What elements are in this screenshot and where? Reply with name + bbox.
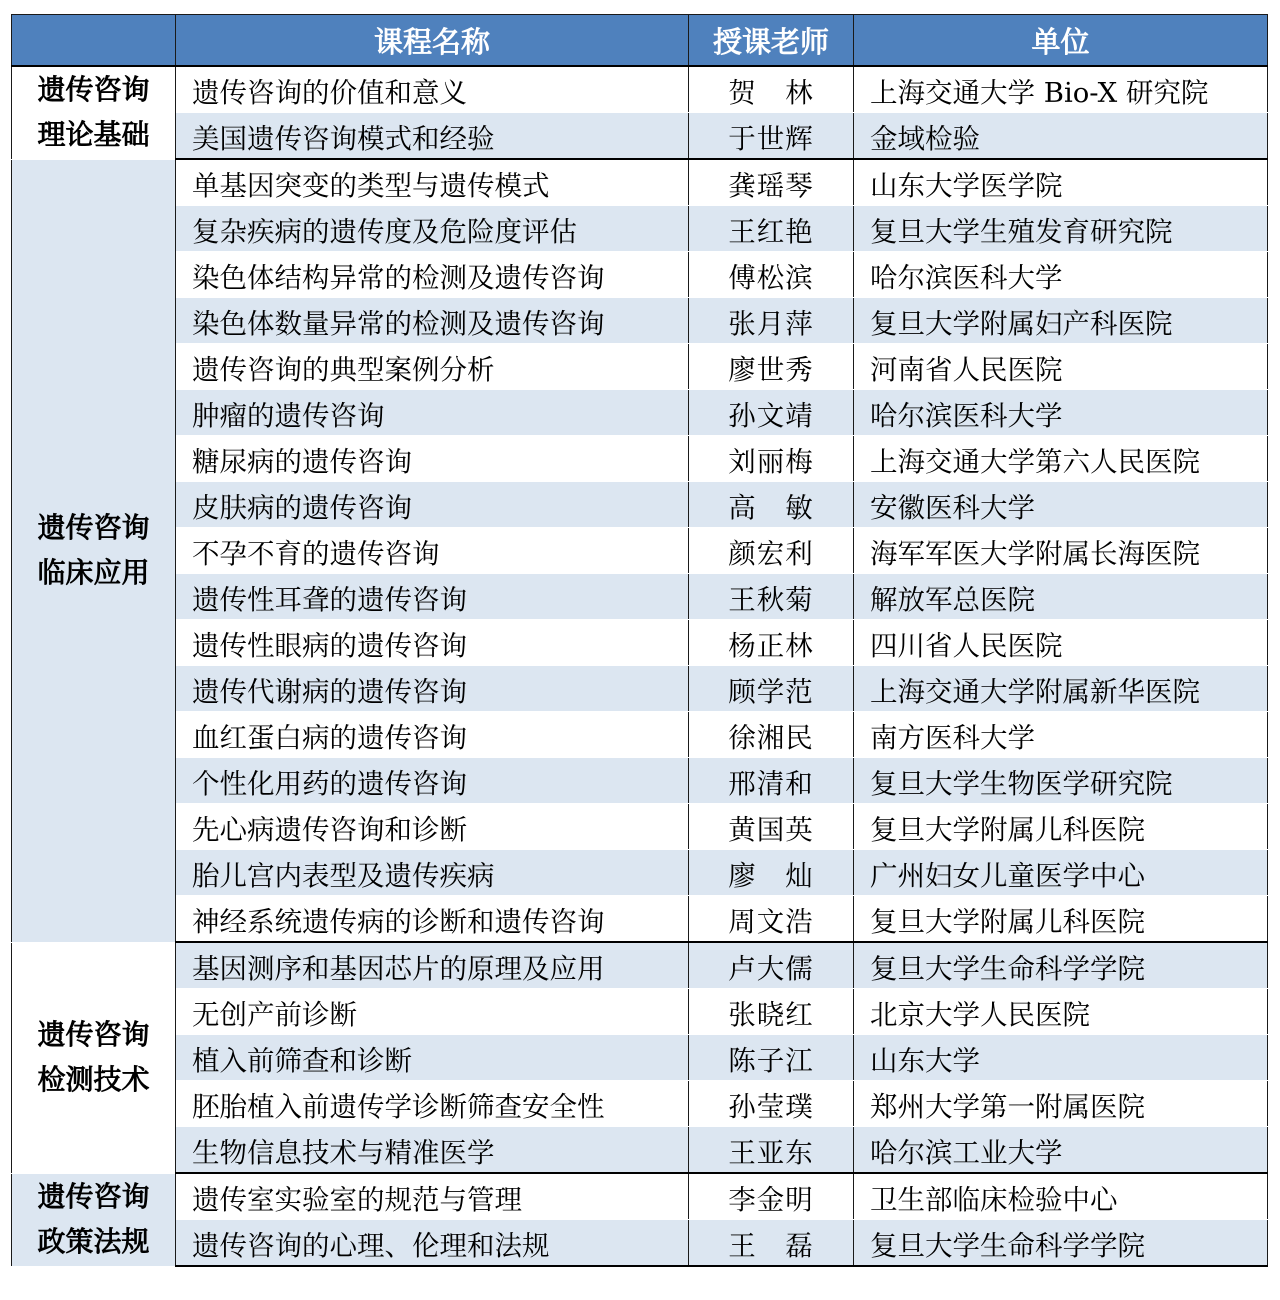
course-cell: 遗传咨询的价值和意义 [176, 66, 689, 113]
table-row [12, 344, 1268, 390]
unit-cell: 复旦大学附属儿科医院 [854, 804, 1268, 850]
course-cell: 遗传咨询的典型案例分析 [176, 344, 689, 390]
teacher-cell: 张月萍 [689, 298, 854, 344]
table-row [12, 942, 1268, 989]
header-row [12, 15, 1268, 67]
table-row [12, 804, 1268, 850]
category-line1: 遗传咨询 [37, 72, 150, 106]
unit-cell: 广州妇女儿童医学中心 [854, 850, 1268, 896]
table-row [12, 113, 1268, 160]
category-line2: 临床应用 [37, 555, 150, 589]
teacher-cell: 李金明 [689, 1173, 854, 1220]
course-table [11, 14, 1268, 1267]
table-row [12, 758, 1268, 804]
table-row [12, 1220, 1268, 1267]
unit-cell: 复旦大学生命科学学院 [854, 1220, 1268, 1267]
teacher-cell: 龚瑶琴 [689, 159, 854, 206]
category-line1: 遗传咨询 [37, 510, 150, 544]
table-row [12, 482, 1268, 528]
unit-cell: 上海交通大学附属新华医院 [854, 666, 1268, 712]
table-row [12, 896, 1268, 943]
header-category [12, 15, 176, 67]
course-cell: 基因测序和基因芯片的原理及应用 [176, 942, 689, 989]
table-row [12, 66, 1268, 113]
category-cell [12, 942, 176, 1173]
course-cell: 染色体数量异常的检测及遗传咨询 [176, 298, 689, 344]
category-line2: 理论基础 [37, 117, 150, 151]
teacher-cell: 孙文靖 [689, 390, 854, 436]
unit-cell: 复旦大学生物医学研究院 [854, 758, 1268, 804]
teacher-cell: 王红艳 [689, 206, 854, 252]
course-cell: 先心病遗传咨询和诊断 [176, 804, 689, 850]
table-row [12, 436, 1268, 482]
table-row [12, 1127, 1268, 1174]
course-cell: 胎儿宫内表型及遗传疾病 [176, 850, 689, 896]
teacher-cell: 王秋菊 [689, 574, 854, 620]
unit-cell: 卫生部临床检验中心 [854, 1173, 1268, 1220]
teacher-cell: 颜宏利 [689, 528, 854, 574]
teacher-cell: 廖世秀 [689, 344, 854, 390]
table-row [12, 298, 1268, 344]
teacher-cell: 张晓红 [689, 989, 854, 1035]
teacher-cell: 徐湘民 [689, 712, 854, 758]
category-cell [12, 66, 176, 159]
teacher-cell: 卢大儒 [689, 942, 854, 989]
unit-cell: 哈尔滨医科大学 [854, 390, 1268, 436]
teacher-cell: 贺 林 [689, 66, 854, 113]
teacher-cell: 周文浩 [689, 896, 854, 943]
category-line2: 检测技术 [37, 1062, 150, 1096]
unit-cell: 南方医科大学 [854, 712, 1268, 758]
teacher-cell: 黄国英 [689, 804, 854, 850]
unit-cell: 复旦大学附属妇产科医院 [854, 298, 1268, 344]
unit-cell: 安徽医科大学 [854, 482, 1268, 528]
course-cell: 肿瘤的遗传咨询 [176, 390, 689, 436]
teacher-cell: 王亚东 [689, 1127, 854, 1174]
category-line1: 遗传咨询 [37, 1017, 150, 1051]
course-cell: 胚胎植入前遗传学诊断筛查安全性 [176, 1081, 689, 1127]
course-cell: 生物信息技术与精准医学 [176, 1127, 689, 1174]
table-row [12, 390, 1268, 436]
table-row [12, 1081, 1268, 1127]
unit-cell: 北京大学人民医院 [854, 989, 1268, 1035]
table-row [12, 252, 1268, 298]
course-cell: 遗传室实验室的规范与管理 [176, 1173, 689, 1220]
table-row [12, 666, 1268, 712]
course-cell: 遗传咨询的心理、伦理和法规 [176, 1220, 689, 1267]
teacher-cell: 廖 灿 [689, 850, 854, 896]
course-cell: 血红蛋白病的遗传咨询 [176, 712, 689, 758]
table-row [12, 989, 1268, 1035]
unit-cell: 解放军总医院 [854, 574, 1268, 620]
unit-cell: 郑州大学第一附属医院 [854, 1081, 1268, 1127]
unit-cell: 复旦大学附属儿科医院 [854, 896, 1268, 943]
teacher-cell: 杨正林 [689, 620, 854, 666]
unit-cell: 金域检验 [854, 113, 1268, 160]
table-row [12, 574, 1268, 620]
category-line2: 政策法规 [37, 1224, 150, 1258]
unit-cell: 复旦大学生命科学学院 [854, 942, 1268, 989]
category-line1: 遗传咨询 [37, 1179, 150, 1213]
teacher-cell: 傅松滨 [689, 252, 854, 298]
table-row [12, 620, 1268, 666]
unit-cell: 上海交通大学 Bio-X 研究院 [854, 66, 1268, 113]
table-body [12, 66, 1268, 1266]
table-row [12, 850, 1268, 896]
table-row [12, 206, 1268, 252]
unit-cell: 海军军医大学附属长海医院 [854, 528, 1268, 574]
course-cell: 神经系统遗传病的诊断和遗传咨询 [176, 896, 689, 943]
teacher-cell: 顾学范 [689, 666, 854, 712]
table-row [12, 1173, 1268, 1220]
teacher-cell: 孙莹璞 [689, 1081, 854, 1127]
course-cell: 植入前筛查和诊断 [176, 1035, 689, 1081]
unit-cell: 山东大学 [854, 1035, 1268, 1081]
course-cell: 糖尿病的遗传咨询 [176, 436, 689, 482]
teacher-cell: 邢清和 [689, 758, 854, 804]
table-row [12, 712, 1268, 758]
course-cell: 遗传性耳聋的遗传咨询 [176, 574, 689, 620]
course-cell: 复杂疾病的遗传度及危险度评估 [176, 206, 689, 252]
course-cell: 皮肤病的遗传咨询 [176, 482, 689, 528]
unit-cell: 哈尔滨工业大学 [854, 1127, 1268, 1174]
unit-cell: 山东大学医学院 [854, 159, 1268, 206]
teacher-cell: 陈子江 [689, 1035, 854, 1081]
course-cell: 遗传性眼病的遗传咨询 [176, 620, 689, 666]
course-cell: 无创产前诊断 [176, 989, 689, 1035]
course-cell: 美国遗传咨询模式和经验 [176, 113, 689, 160]
category-cell [12, 1173, 176, 1266]
unit-cell: 河南省人民医院 [854, 344, 1268, 390]
header-unit: 单位 [854, 15, 1268, 67]
teacher-cell: 王 磊 [689, 1220, 854, 1267]
unit-cell: 复旦大学生殖发育研究院 [854, 206, 1268, 252]
course-cell: 遗传代谢病的遗传咨询 [176, 666, 689, 712]
course-cell: 个性化用药的遗传咨询 [176, 758, 689, 804]
teacher-cell: 高 敏 [689, 482, 854, 528]
table-row [12, 1035, 1268, 1081]
header-teacher: 授课老师 [689, 15, 854, 67]
course-cell: 染色体结构异常的检测及遗传咨询 [176, 252, 689, 298]
category-cell [12, 159, 176, 942]
teacher-cell: 刘丽梅 [689, 436, 854, 482]
table-row [12, 159, 1268, 206]
course-cell: 不孕不育的遗传咨询 [176, 528, 689, 574]
unit-cell: 四川省人民医院 [854, 620, 1268, 666]
unit-cell: 上海交通大学第六人民医院 [854, 436, 1268, 482]
teacher-cell: 于世辉 [689, 113, 854, 160]
course-cell: 单基因突变的类型与遗传模式 [176, 159, 689, 206]
header-course: 课程名称 [176, 15, 689, 67]
table-row [12, 528, 1268, 574]
unit-cell: 哈尔滨医科大学 [854, 252, 1268, 298]
